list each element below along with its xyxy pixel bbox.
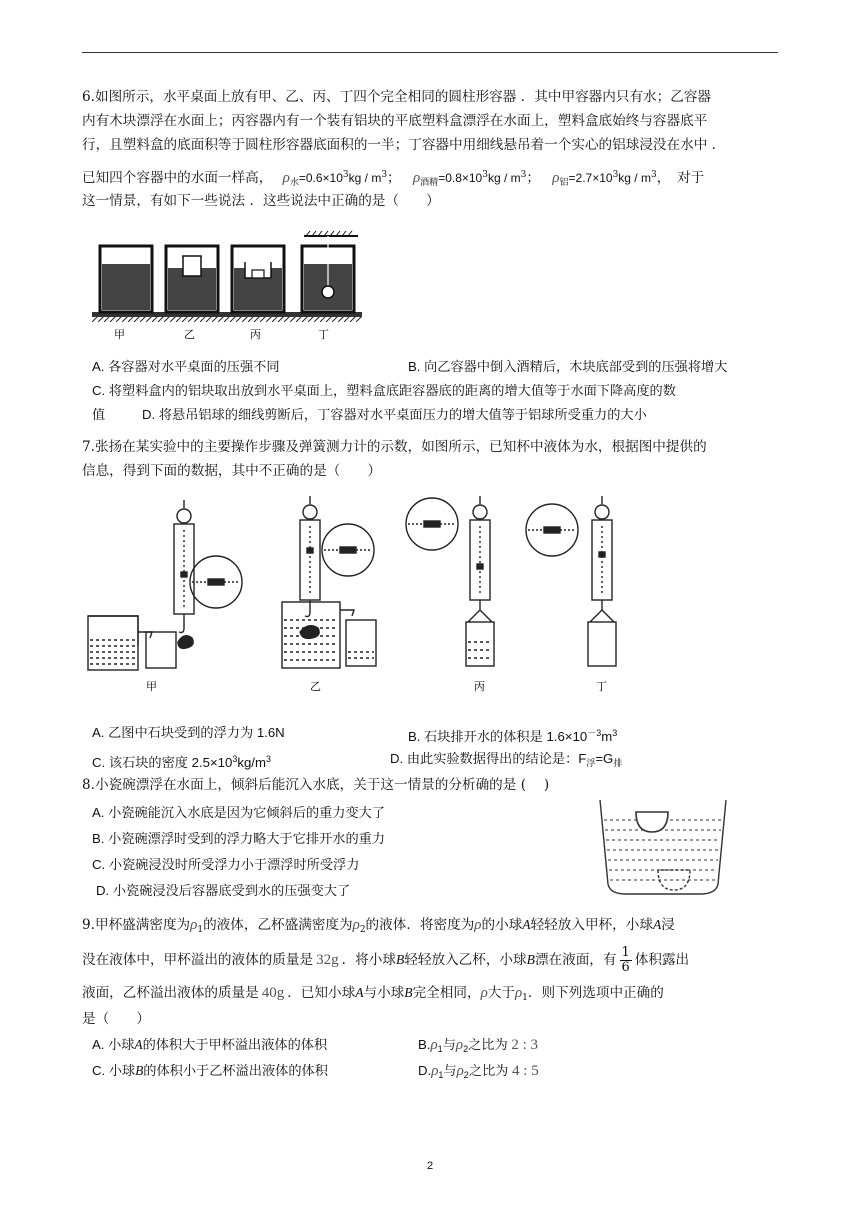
spring-scale-yi	[282, 496, 376, 668]
fig7-label-bing: 丙	[474, 680, 485, 693]
wood-block	[183, 256, 201, 276]
cup-ding	[588, 622, 616, 666]
q8-option-c: C. 小瓷碗浸没时所受浮力小于漂浮时所受浮力	[92, 857, 360, 872]
aluminum-block	[252, 270, 264, 278]
page-number: 2	[426, 1160, 434, 1172]
fig6-label-jia: 甲	[114, 328, 125, 341]
q7-option-b: B. 石块排开水的体积是 $1.6\times 10^{-3}m^3$	[408, 728, 618, 744]
q6-line-2: 内有木块漂浮在水面上；丙容器内有一个装有铝块的平底塑料盒漂浮在水面上，塑料盒底始终与容器底平	[82, 113, 708, 129]
fig6-label-bing: 丙	[250, 328, 261, 341]
stone-jia	[178, 636, 193, 649]
q6-line-5: 这一情景，有如下一些说法 ．这些说法中正确的是（ ）	[82, 193, 440, 209]
fraction-one-sixth: $\frac{1}{6}$	[621, 945, 630, 975]
q7-figure	[82, 492, 642, 696]
spring-scale-bing	[406, 496, 494, 666]
q6-option-b: B. 向乙容器中倒入酒精后，木块底部受到的压强将增大	[408, 359, 728, 374]
q7-line-1: 7.张扬在某实验中的主要操作步骤及弹簧测力计的示数，如图所示，已知杯中液体为水，根据图中提供的	[82, 439, 707, 455]
spring-scale-jia	[174, 500, 242, 648]
small-cup-yi	[346, 620, 376, 666]
aluminum-ball	[322, 286, 334, 298]
q9-option-a: A. 小球A的体积大于甲杯溢出液体的体积	[92, 1037, 328, 1052]
container-jia	[100, 246, 152, 312]
q8-line-1: 8.小瓷碗漂浮在水面上，倾斜后能沉入水底，关于这一情景的分析确的是 ( )	[82, 777, 550, 793]
q9-option-d: $D.\rho_1$与$\rho_2$之比为 4 : 5	[418, 1063, 539, 1080]
container-bing	[232, 246, 284, 312]
container-ding	[302, 231, 358, 312]
q6-option-c: C. 将塑料盒内的铝块取出放到水平桌面上，塑料盒底距容器底的距离的增大值等于水面下降高度的数	[92, 383, 676, 398]
q9-option-b: $B.\rho_1$与$\rho_2$之比为 2 : 3	[418, 1037, 538, 1054]
cup-bing	[466, 622, 494, 666]
fig7-label-yi: 乙	[310, 680, 321, 693]
q9-line-1: 9.甲杯盛满密度为$\rho_1$的液体，乙杯盛满密度为$\rho_2$的液体．将密度为ρ的小球A轻轻放入甲杯，小球A浸	[82, 917, 675, 935]
q9-line-2: 没在液体中，甲杯溢出的液体的质量是 32g ．将小球B轻轻放入乙杯，小球B漂在液面，有 $\frac{1}{6}$ 体积露出	[82, 945, 690, 975]
q7-option-d: D. 由此实验数据得出的结论是：$F_浮=G_排$	[390, 751, 623, 768]
q6-line-1: 6.如图所示，水平桌面上放有甲、乙、丙、丁四个完全相同的圆柱形容器 ．其中甲容器内只有水；乙容器	[82, 89, 712, 105]
fig6-label-ding: 丁	[318, 328, 329, 341]
q6-line-3: 行，且塑料盒的底面积等于圆柱形容器底面积的一半；丁容器中用细线悬吊着一个实心的铝球浸没在水中 ．	[82, 137, 726, 153]
q7-option-c: C. 该石块的密度 $2.5\times 10^3kg/m^3$	[92, 754, 271, 770]
q6-line-4: 已知四个容器中的水面一样高， $\rho_水=0.6\times 10^3kg / m^3$； $\rho_{酒精}=0.8\times 10^3kg / m^3$； $\rho_铝=2.7\times 10^3kg / m^3$， 对于	[82, 170, 705, 188]
q6-figure	[92, 226, 364, 344]
q6-option-d: D. 将悬吊铝球的细线剪断后，丁容器对水平桌面压力的增大值等于铝球所受重力的大小	[142, 407, 647, 422]
bowl-floating	[636, 812, 668, 832]
q7-option-a: A. 乙图中石块受到的浮力为 1.6N	[92, 725, 285, 740]
q9-line-4: 是（ ）	[82, 1011, 150, 1027]
fig6-label-yi: 乙	[184, 328, 195, 341]
q8-option-d: D. 小瓷碗浸没后容器底受到水的压强变大了	[96, 883, 351, 898]
q7-line-2: 信息，得到下面的数据，其中不正确的是（ ）	[82, 463, 382, 479]
q9-line-3: 液面，乙杯溢出液体的质量是 40g ．已知小球A与小球B完全相同，ρ大于$\rho_1$．则下列选项中正确的	[82, 985, 664, 1003]
q6-option-c-cont: 值	[92, 407, 106, 422]
q8-figure	[596, 798, 730, 898]
overflow-cup-jia	[88, 616, 176, 670]
fig7-label-jia: 甲	[146, 680, 157, 693]
q8-option-b: B. 小瓷碗漂浮时受到的浮力略大于它排开水的重力	[92, 831, 386, 846]
q6-option-a: A. 各容器对水平桌面的压强不同	[92, 359, 280, 374]
q9-option-c: C. 小球B的体积小于乙杯溢出液体的体积	[92, 1063, 328, 1078]
bowl-sunk	[658, 870, 690, 890]
fig7-label-ding: 丁	[596, 680, 607, 693]
header-rule	[82, 52, 778, 53]
q8-option-a: A. 小瓷碗能沉入水底是因为它倾斜后的重力变大了	[92, 805, 386, 820]
container-yi	[166, 246, 218, 312]
spring-scale-ding	[526, 496, 616, 666]
